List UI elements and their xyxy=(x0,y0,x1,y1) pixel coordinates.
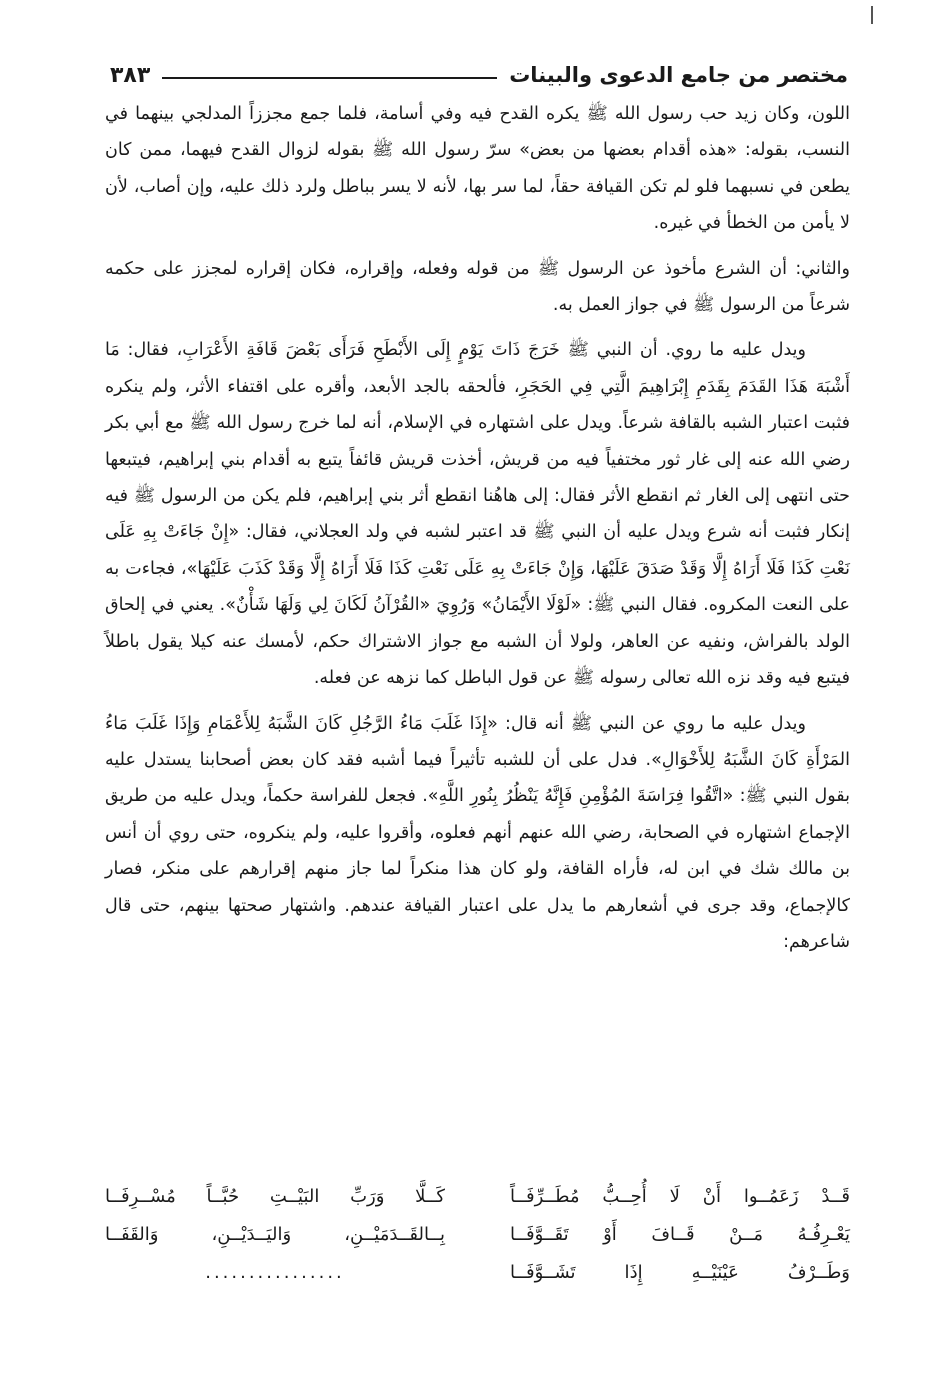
verse-first-hemistich: وَطَــرْفُ عَيْنَيْــهِ إِذَا تَشَــوَّفَــا xyxy=(510,1262,850,1283)
verse-first-hemistich: قَــدْ زَعَمُــوا أَنْ لَا أُحِــبُّ مُطَــرِّفَــاً xyxy=(510,1186,850,1207)
poem-verse-1 xyxy=(105,1178,850,1216)
scan-mark xyxy=(871,6,873,24)
paragraph-1: اللون، وكان زيد حب رسول الله ﷺ يكره القدح فيه وفي أسامة، فلما جمع مجززاً المدلجي بينهما في النسب، بقوله: «هذه أقدام بعضها من بعض» سرّ رسول الله ﷺ بقوله لزوال القدح فيهما، ممن كان يطعن في نسبهما فلو لم تكن القيافة حقاً، لما سر بها، لأنه لا يسر بباطل ولرد ذلك عليه، وإن أصاب، لأن لا يأمن من الخطأ في غيره. xyxy=(105,104,850,234)
paragraph-2: والثاني: أن الشرع مأخوذ عن الرسول ﷺ من قوله وفعله، وإقراره، فكان إقراره لمجزز على حكمه شرعاً من الرسول ﷺ في جواز العمل به. xyxy=(105,258,850,316)
verse-second-hemistich: كَــلَّا وَرَبِّ البَيْــتِ حُبَّــاً مُسْــرِفَــا xyxy=(105,1186,445,1207)
poem xyxy=(105,1178,850,1292)
poem-verse-3 xyxy=(105,1254,850,1292)
paragraph-3: ويدل عليه ما روي. أن النبي ﷺ خَرَجَ ذَاتَ يَوْمٍ إِلَى الأَبْطَحِ فَرَأَى بَعْضَ قَافَةِ الأَعْرَابِ، فقال: مَا أَشْبَهَ هَذَا القَدَمَ بِقَدَمِ إِبْرَاهِيمَ الَّتِي فِي الحَجَرِ، فألحقه بالجد الأبعد، وأقره على اقتفاء الأثر، ولم ينكره فثبت اعتبار الشبه بالقافة شرعاً. ويدل على اشتهاره في الإسلام، أنه لما خرج رسول الله ﷺ مع أبي بكر رضي الله عنه إلى غار ثور مختفياً فيه من قريش، أخذت قريش قائفاً يتبع به أقدام بني إبراهيم، فيتبعها حتى انتهى إلى الغار ثم انقطع الأثر فقال: إلى هاهُنا انقطع أثر بني إبراهيم، فلم يكن من الرسول ﷺ فيه إنكار فثبت أنه شرع ويدل عليه أن النبي ﷺ قد اعتبر لشبه في ولد العجلاني، فقال: «إِنْ جَاءَتْ بِهِ عَلَى نَعْتِ كَذَا فَلَا أَرَاهُ إِلَّا وَقَدْ صَدَقَ عَلَيْهَا، وَإِنْ جَاءَتْ بِهِ عَلَى نَعْتِ كَذَا فَلَا أَرَاهُ إِلَّا وَقَدْ كَذَبَ عَلَيْهَا»، فجاءت به على النعت المكروه. فقال النبي ﷺ: «لَوْلَا الأَيْمَانُ» وَرُوِيَ «القُرْآنُ لَكَانَ لِي وَلَهَا شَأْنٌ». يعني في إلحاق الولد بالفراش، ونفيه عن العاهر، ولولا أن الشبه مع جواز الاشتراك حكم، لأمسك عنه كيلا يقول باطلاً فيتبع فيه وقد نزه الله تعالى رسوله ﷺ عن قول الباطل كما نزهه عن فعله. xyxy=(105,340,850,689)
poem-verse-2 xyxy=(105,1216,850,1254)
verse-second-hemistich: بِــالقَــدَمَيْــنِ، وَاليَــدَيْــنِ، وَالقَفَــا xyxy=(105,1224,445,1245)
book-title: مختصر من جامع الدعوى والبينات xyxy=(509,63,848,87)
header-rule xyxy=(162,77,497,79)
paragraph-4: ويدل عليه ما روي عن النبي ﷺ أنه قال: «إِذَا غَلَبَ مَاءُ الرَّجُلِ كَانَ الشَّبَهُ لِلأَعْمَامِ وَإِذَا غَلَبَ مَاءُ المَرْأَةِ كَانَ الشَّبَهُ لِلأَخْوَالِ». فدل على أن للشبه تأثيراً فيما أشبه فقد كان بعض أصحابنا يستدل عليه بقول النبي ﷺ: «اتَّقُوا فِرَاسَةَ المُؤْمِنِ فَإِنَّهُ يَنْظُرُ بِنُورِ اللَّهِ». فجعل للفراسة حكماً، ويدل عليه من طريق الإجماع اشتهاره في الصحابة، رضي الله عنهم أنهم فعلوه، وأقروا عليه، ولم ينكروه، حتى روي أن أنس بن مالك شك في ابن له، فأراه القافة، ولو كان هذا منكراً لما جاز منهم إقرارهم على منكر، فصار كالإجماع، وقد جرى في أشعارهم ما يدل على اعتبار القيافة عندهم. واشتهار صحتها بينهم، حتى قال شاعرهم: xyxy=(105,713,850,952)
ellipsis-dots: ................ xyxy=(205,1262,345,1283)
running-header xyxy=(110,58,848,92)
verse-first-hemistich: يَعْـرِفُـهُ مَــنْ قَــافَ أَوْ تَقَــوَّفَــا xyxy=(510,1224,850,1245)
page-number: ٣٨٣ xyxy=(110,62,151,88)
main-text xyxy=(105,96,850,960)
